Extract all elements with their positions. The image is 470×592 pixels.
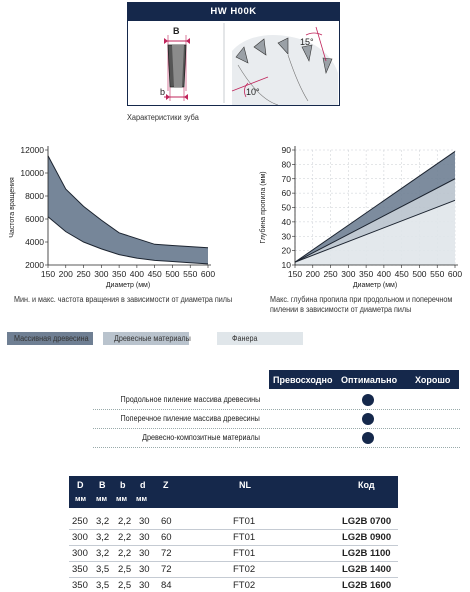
x-axis-label: Диаметр (мм) xyxy=(352,282,398,289)
x-tick-label: 600 xyxy=(200,269,216,279)
tooth-geometry-illustration xyxy=(128,21,339,105)
spec-cell: 84 xyxy=(161,580,172,591)
spec-cell: 250 xyxy=(72,516,88,527)
spec-table-header xyxy=(69,476,398,508)
y-tick-label: 8000 xyxy=(25,191,44,201)
spec-cell: 300 xyxy=(72,532,88,543)
spec-code: LG2B 1400 xyxy=(342,564,392,575)
spec-cell: 3,5 xyxy=(96,580,110,591)
rating-row xyxy=(0,410,460,429)
rating-header-good: Хорошо xyxy=(415,375,451,385)
clearance-angle-label: 10° xyxy=(246,87,260,97)
dim-b-lower-label: b xyxy=(160,87,166,97)
legend-label-plywood: Фанера xyxy=(232,334,258,343)
y-tick-label: 12000 xyxy=(20,145,44,155)
spec-table xyxy=(69,476,398,592)
rating-row-label: Древесно-композитные материалы xyxy=(142,433,260,442)
spec-cell: 3,2 xyxy=(96,532,110,543)
x-tick-label: 450 xyxy=(147,269,162,279)
spec-table-row xyxy=(69,562,398,578)
rating-row xyxy=(0,391,460,410)
spec-table-row xyxy=(69,514,398,530)
spec-cell: FT02 xyxy=(233,580,256,591)
x-axis-label: Диаметр (мм) xyxy=(105,282,151,289)
depth-chart-svg xyxy=(257,140,462,290)
spec-cell: 300 xyxy=(72,548,88,559)
x-tick-label: 550 xyxy=(183,269,198,279)
spec-cell: 3,5 xyxy=(96,564,110,575)
rpm-chart-caption: Мин. и макс. частота вращения в зависимости от диаметра пилы xyxy=(14,295,233,304)
spec-cell: 30 xyxy=(139,564,150,575)
x-tick-label: 150 xyxy=(287,269,303,279)
spec-cell: 2,2 xyxy=(118,548,132,559)
x-tick-label: 250 xyxy=(76,269,91,279)
spec-table-row xyxy=(69,546,398,562)
y-tick-label: 10 xyxy=(281,260,291,270)
spec-cell: 2,2 xyxy=(118,532,132,543)
spec-cell: 2,5 xyxy=(118,580,132,591)
spec-cell: 30 xyxy=(139,580,150,591)
y-tick-label: 50 xyxy=(281,202,291,213)
x-tick-label: 150 xyxy=(40,269,56,279)
spec-cell: 3,2 xyxy=(96,548,110,559)
spec-cell: FT01 xyxy=(233,532,256,543)
y-axis-label: Глубина пропила (мм) xyxy=(260,171,267,244)
tooth-type-header: HW H00K xyxy=(128,3,339,21)
spec-cell: 72 xyxy=(161,564,172,575)
legend-swatch-plywood xyxy=(217,332,303,345)
spec-cell: FT02 xyxy=(233,564,256,575)
spec-header-d-bore: d xyxy=(140,480,146,490)
rating-row-label: Поперечное пиление массива древесины xyxy=(120,414,260,423)
x-tick-label: 400 xyxy=(129,269,144,279)
spec-unit: мм xyxy=(75,494,87,503)
x-tick-label: 500 xyxy=(165,269,180,279)
rating-table-header xyxy=(269,370,459,389)
spec-cell: FT01 xyxy=(233,516,256,527)
rating-row xyxy=(0,429,460,448)
y-tick-label: 20 xyxy=(281,245,291,256)
y-tick-label: 10000 xyxy=(20,168,44,178)
spec-cell: 2,2 xyxy=(118,516,132,527)
x-tick-label: 400 xyxy=(376,269,391,279)
spec-table-row xyxy=(69,578,398,592)
spec-unit: мм xyxy=(116,494,128,503)
spec-cell: FT01 xyxy=(233,548,256,559)
spec-header-z: Z xyxy=(163,480,169,490)
x-tick-label: 200 xyxy=(305,269,320,279)
y-tick-label: 90 xyxy=(281,145,291,155)
spec-header-d-outer: D xyxy=(77,480,84,490)
spec-code: LG2B 1100 xyxy=(342,548,391,559)
spec-cell: 60 xyxy=(161,516,172,527)
x-tick-label: 300 xyxy=(94,269,109,279)
rpm-band-area xyxy=(48,156,208,264)
x-tick-label: 450 xyxy=(394,269,409,279)
x-tick-label: 550 xyxy=(430,269,445,279)
y-tick-label: 40 xyxy=(281,216,291,227)
x-tick-label: 600 xyxy=(447,269,462,279)
rating-row-label: Продольное пиление массива древесины xyxy=(120,395,260,404)
x-tick-label: 350 xyxy=(112,269,127,279)
y-tick-label: 70 xyxy=(281,173,291,184)
y-tick-label: 60 xyxy=(281,188,291,199)
dim-b-upper-label: B xyxy=(173,26,180,36)
spec-code: LG2B 1600 xyxy=(342,580,392,591)
spec-unit: мм xyxy=(136,494,148,503)
tooth-profile xyxy=(164,35,190,101)
spec-cell: 350 xyxy=(72,564,88,575)
y-tick-label: 30 xyxy=(281,231,291,242)
rating-dot-optimal xyxy=(362,413,374,425)
x-tick-label: 300 xyxy=(341,269,356,279)
rating-header-excellent: Превосходно xyxy=(273,375,333,385)
depth-chart-caption: Макс. глубина пропила при продольном и поперечном пилении в зависимости от диаметра пилы xyxy=(270,295,453,314)
legend-label-wood-materials: Древесные материалы xyxy=(114,334,191,343)
spec-cell: 30 xyxy=(139,516,150,527)
x-tick-label: 350 xyxy=(359,269,374,279)
spec-cell: 30 xyxy=(139,532,150,543)
x-tick-label: 200 xyxy=(58,269,73,279)
y-tick-label: 80 xyxy=(281,159,291,170)
rating-dot-optimal xyxy=(362,432,374,444)
tooth-caption: Характеристики зуба xyxy=(127,113,199,122)
spec-code: LG2B 0900 xyxy=(342,532,392,543)
spec-header-b-upper: B xyxy=(99,480,106,490)
tooth-diagram-panel xyxy=(127,2,340,106)
spec-code: LG2B 0700 xyxy=(342,516,392,527)
spec-cell: 2,5 xyxy=(118,564,132,575)
y-tick-label: 4000 xyxy=(25,237,44,247)
spec-unit: мм xyxy=(96,494,108,503)
spec-cell: 3,2 xyxy=(96,516,110,527)
spec-cell: 350 xyxy=(72,580,88,591)
rpm-chart-svg xyxy=(6,140,236,290)
spec-header-b-lower: b xyxy=(120,480,126,490)
spec-table-row xyxy=(69,530,398,546)
spec-cell: 72 xyxy=(161,548,172,559)
spec-header-nl: NL xyxy=(239,480,251,490)
rating-dot-optimal xyxy=(362,394,374,406)
spec-header-code: Код xyxy=(358,480,375,490)
legend-label-solid-wood: Массивная древесина xyxy=(14,334,89,343)
y-axis-label: Частота вращения xyxy=(9,177,16,238)
spec-cell: 30 xyxy=(139,548,150,559)
rating-header-optimal: Оптимально xyxy=(341,375,398,385)
y-tick-label: 2000 xyxy=(25,260,44,270)
hook-angle-label: 15° xyxy=(300,37,314,47)
x-tick-label: 500 xyxy=(412,269,427,279)
spec-cell: 60 xyxy=(161,532,172,543)
y-tick-label: 6000 xyxy=(25,214,44,224)
x-tick-label: 250 xyxy=(323,269,338,279)
